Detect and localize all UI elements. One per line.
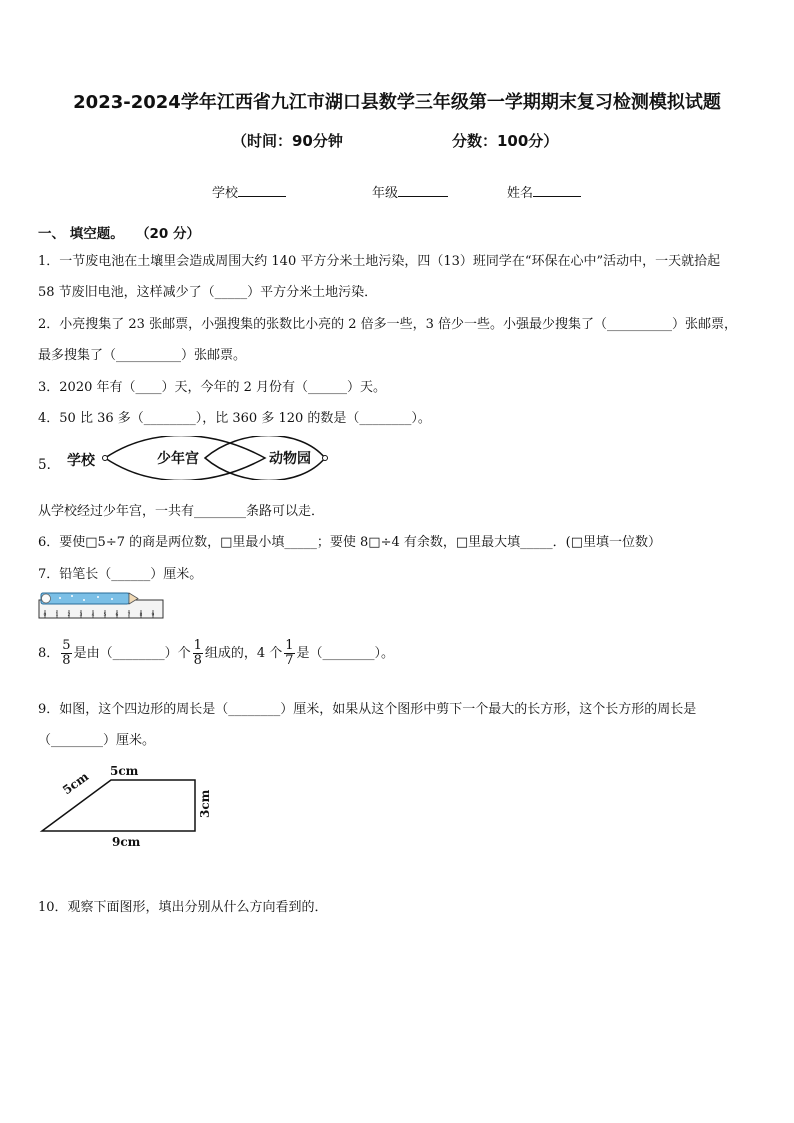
- fraction-5-8: $\frac{5}{8}$: [62, 638, 71, 668]
- grade-blank[interactable]: [398, 196, 448, 197]
- q8-text: 8． $\frac{5}{8}$ 是由（________）个 $\frac{1}{8}$ 组成的，4 个 $\frac{1}{7}$ 是（________）。: [38, 638, 395, 668]
- ruler-number: 5: [103, 613, 107, 618]
- q5-label-zoo: 动物园: [268, 448, 312, 468]
- q3-text: 3．2020 年有（____）天，今年的 2 月份有（______）天。: [38, 380, 387, 395]
- name-blank[interactable]: [533, 196, 581, 197]
- fraction-1-8: $\frac{1}{8}$: [193, 638, 202, 668]
- label-top-5cm: 5cm: [110, 764, 139, 778]
- q5-zoo-dot: [323, 456, 328, 461]
- q9-line2: （________）厘米。: [38, 733, 156, 748]
- label-slant-5cm: 5cm: [60, 769, 92, 798]
- ruler-number: 7: [127, 613, 131, 618]
- q10-text: 10．观察下面图形，填出分别从什么方向看到的．: [38, 900, 328, 915]
- section-points: （20 分）: [136, 226, 200, 242]
- ruler-number: 9: [151, 613, 155, 618]
- q6-text: 6．要使□5÷7 的商是两位数，□里最小填_____；要使 8□÷4 有余数，□里最大填_____．(□里填一位数）: [38, 535, 662, 550]
- ruler-number: 4: [91, 613, 95, 618]
- q4-text: 4．50 比 36 多（________），比 360 多 120 的数是（________）。: [38, 411, 431, 426]
- page-title: 2023-2024学年江西省九江市湖口县数学三年级第一学期期末复习检测模拟试题: [73, 92, 721, 113]
- q5-text: 从学校经过少年宫，一共有________条路可以走．: [38, 504, 325, 519]
- q5-label-school: 学校: [66, 450, 96, 470]
- q7-ruler-image: [38, 590, 164, 620]
- q1-line2: 58 节废旧电池，这样减少了（_____）平方分米土地污染．: [38, 285, 378, 300]
- ruler-number: 1: [55, 613, 59, 618]
- name-label: 姓名: [507, 186, 534, 201]
- q7-text: 7．铅笔长（______）厘米。: [38, 567, 203, 582]
- pencil-eraser: [42, 594, 51, 603]
- pencil-body: [41, 593, 129, 604]
- ruler-number: 0: [43, 613, 47, 618]
- q5-label-palace: 少年宫: [156, 448, 200, 468]
- exam-score: 分数：100分）: [452, 132, 559, 150]
- q9-line1: 9．如图，这个四边形的周长是（________）厘米，如果从这个图形中剪下一个最大的长方形，这个长方形的周长是: [38, 702, 697, 717]
- ruler-number: 2: [67, 613, 71, 618]
- section-heading: [38, 222, 200, 242]
- school-label: 学校: [212, 186, 239, 201]
- q2-line2: 最多搜集了（__________）张邮票。: [38, 348, 247, 363]
- q1-line1: 1．一节废电池在土壤里会造成周围大约 140 平方分米土地污染，四（13）班同学在“环保在心中”活动中，一天就拾起: [38, 254, 721, 269]
- ruler-number: 8: [139, 613, 143, 618]
- q8-number: 8．: [38, 646, 60, 661]
- grade-field[interactable]: [372, 182, 448, 201]
- school-blank[interactable]: [238, 196, 286, 197]
- ruler-number: 6: [115, 613, 119, 618]
- label-right-3cm: 3cm: [198, 789, 212, 818]
- fraction-1-7: $\frac{1}{7}$: [285, 638, 294, 668]
- section-title: 一、 填空题。: [38, 226, 124, 242]
- ruler-number: 3: [79, 613, 83, 618]
- label-bottom-9cm: 9cm: [112, 835, 141, 849]
- exam-time: （时间：90分钟: [232, 132, 343, 150]
- grade-label: 年级: [372, 186, 399, 201]
- school-field[interactable]: [212, 182, 286, 201]
- q5-number: 5．: [38, 457, 61, 473]
- q2-line1: 2．小亮搜集了 23 张邮票，小强搜集的张数比小亮的 2 倍多一些，3 倍少一些。小强最少搜集了（__________）张邮票，: [38, 317, 738, 332]
- q5-school-dot: [103, 456, 108, 461]
- name-field[interactable]: [507, 182, 581, 201]
